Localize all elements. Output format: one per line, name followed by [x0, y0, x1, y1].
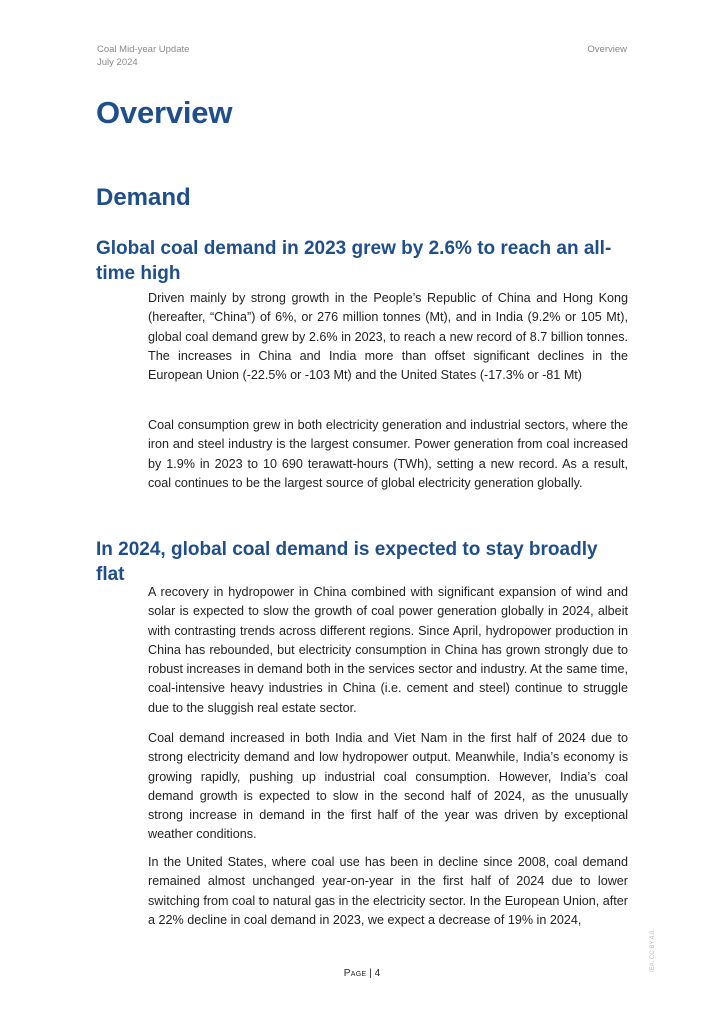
running-header-left — [97, 43, 189, 69]
paragraph-2023-growth: Driven mainly by strong growth in the People’s Republic of China and Hong Kong (hereafter, “China”) of 6%, or 276 million tonnes (Mt), and in India (9.2% or 105 Mt), global coal demand grew by 2.6% in 2023, to reach a new record of 8.7 billion tonnes. The increases in China and India more than offset significant declines in the European Union (-22.5% or -103 Mt) and the United States (-17.3% or -81 Mt) — [148, 291, 628, 383]
paragraph-2024-us-eu: In the United States, where coal use has been in decline since 2008, coal demand remained almost unchanged year-on-year in the first half of 2024 due to lower switching from coal to natural gas in the electricity sector. In the European Union, after a 22% decline in coal demand in 2023, we expect a decrease of 19% in 2024, — [148, 855, 628, 927]
page-label: Page — [343, 968, 367, 979]
paragraph-2023-consumption: Coal consumption grew in both electricity generation and industrial sectors, where the iron and steel industry is the largest consumer. Power generation from coal increased by 1.9% in 2023 to 10 690 terawatt-hours (TWh), setting a new record. As a result, coal continues to be the largest source of global electricity generation globally. — [148, 418, 628, 490]
paragraph-2024-china: A recovery in hydropower in China combined with significant expansion of wind and solar is expected to slow the growth of coal power generation globally in 2024, albeit with contrasting trends across different regions. Since April, hydropower production in China has rebounded, but electricity consumption in China has grown strongly due to robust increases in demand both in the services sector and industry. At the same time, coal-intensive heavy industries in China (i.e. cement and steel) continue to struggle due to the sluggish real estate sector. — [148, 585, 628, 715]
page-number: 4 — [374, 968, 381, 979]
running-header-section: Overview — [587, 44, 627, 55]
subsection-heading-2023: Global coal demand in 2023 grew by 2.6% to reach an all-time high — [96, 238, 612, 284]
license-note: IEA. CC BY 4.0. — [650, 929, 656, 972]
report-title: Coal Mid-year Update — [97, 44, 190, 55]
report-date: July 2024 — [97, 57, 138, 68]
page-separator: | — [369, 968, 372, 979]
page-title: Overview — [96, 95, 233, 130]
paragraph-2024-india: Coal demand increased in both India and Viet Nam in the first half of 2024 due to strong electricity demand and low hydropower output. Meanwhile, India’s economy is growing rapidly, pushing up industrial coal consumption. However, India’s coal demand growth is expected to slow in the second half of 2024, as the unusually strong increase in demand in the first half of the year was driven by exceptional weather conditions. — [148, 731, 628, 842]
subsection-heading-2024: In 2024, global coal demand is expected to stay broadly flat — [96, 539, 598, 585]
page-footer — [0, 968, 724, 979]
section-heading-demand: Demand — [96, 184, 191, 211]
